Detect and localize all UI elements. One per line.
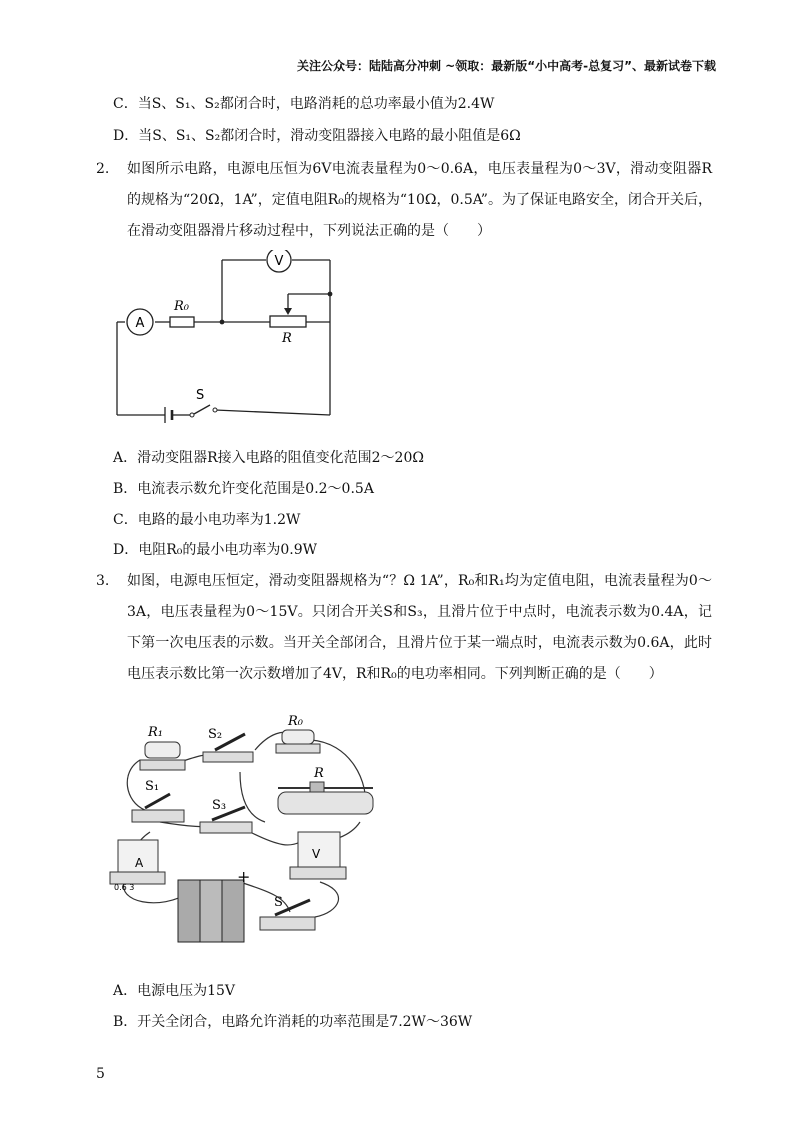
q2-ammeter-label: A [135,316,145,331]
q3-ammeter-label: A [135,856,144,870]
q3-physical-circuit-photo [100,712,400,947]
q3-s3-label: S₃ [212,798,227,813]
battery-pack-icon [178,880,244,942]
q2-switch-label: S [196,388,205,403]
q3-voltmeter-label: V [312,847,321,861]
q3-ammeter-scale: 0.6 3 [114,883,135,892]
q2-option-a: A．滑动变阻器R接入电路的阻值变化范围2～20Ω [113,450,424,466]
q3-r1-label: R₁ [148,725,163,740]
q3-s1-label: S₁ [145,779,160,794]
rheostat-icon [278,792,373,814]
q3-s2-label: S₂ [208,727,223,742]
q3-option-a: A．电源电压为15V [113,983,236,999]
page-header: 关注公众号：陆陆高分冲刺 ~领取：最新版“小中高考-总复习”、最新试卷下载 [297,59,716,73]
q2-option-d: D．电阻R₀的最小电功率为0.9W [113,542,318,558]
rheostat-icon [270,316,306,327]
q1-option-d: D．当S、S₁、S₂都闭合时，滑动变阻器接入电路的最小阻值是6Ω [113,128,521,144]
q2-circuit-diagram [110,250,350,425]
q3-plus-sign: + [237,867,251,886]
q2-r-label: R [282,331,292,346]
page-number: 5 [96,1066,105,1082]
q2-number: 2. [96,161,110,177]
switch-icon [194,405,210,414]
q3-stem: 如图，电源电压恒定，滑动变阻器规格为“？Ω 1A”，R₀和R₁均为定值电阻，电流表量程为0～3A，电压表量程为0～15V。只闭合开关S和S₃，且滑片位于中点时，电流表示数为0.4A，记下第一次电压表的示数。当开关全部闭合，且滑片位于某一端点时，电流表示数为0.6A，此时电压表示数比第一次示数增加了4V，R和R₀的电功率相同。下列判断正确的是（ ） [127,573,712,682]
q2-option-b: B．电流表示数允许变化范围是0.2～0.5A [113,481,374,497]
q3-number: 3. [96,573,110,589]
s1-switch-icon [145,794,170,808]
q1-option-c: C．当S、S₁、S₂都闭合时，电路消耗的总功率最小值为2.4W [113,96,495,112]
q3-r-label: R [314,766,324,781]
q2-r0-label: R₀ [174,299,189,314]
q2-stem: 如图所示电路，电源电压恒为6V电流表量程为0～0.6A，电压表量程为0～3V，滑动变阻器R的规格为“20Ω，1A”，定值电阻R₀的规格为“10Ω，0.5A”。为了保证电路安全，闭合开关后，在滑动变阻器滑片移动过程中，下列说法正确的是（ ） [127,161,712,239]
q3-option-b: B．开关全闭合，电路允许消耗的功率范围是7.2W～36W [113,1014,473,1030]
q3-r0-label: R₀ [288,714,303,729]
r0-resistor-icon [170,317,194,327]
q2-option-c: C．电路的最小电功率为1.2W [113,512,301,528]
q3-switch-label: S [274,895,283,910]
q2-voltmeter-label: V [274,254,284,269]
